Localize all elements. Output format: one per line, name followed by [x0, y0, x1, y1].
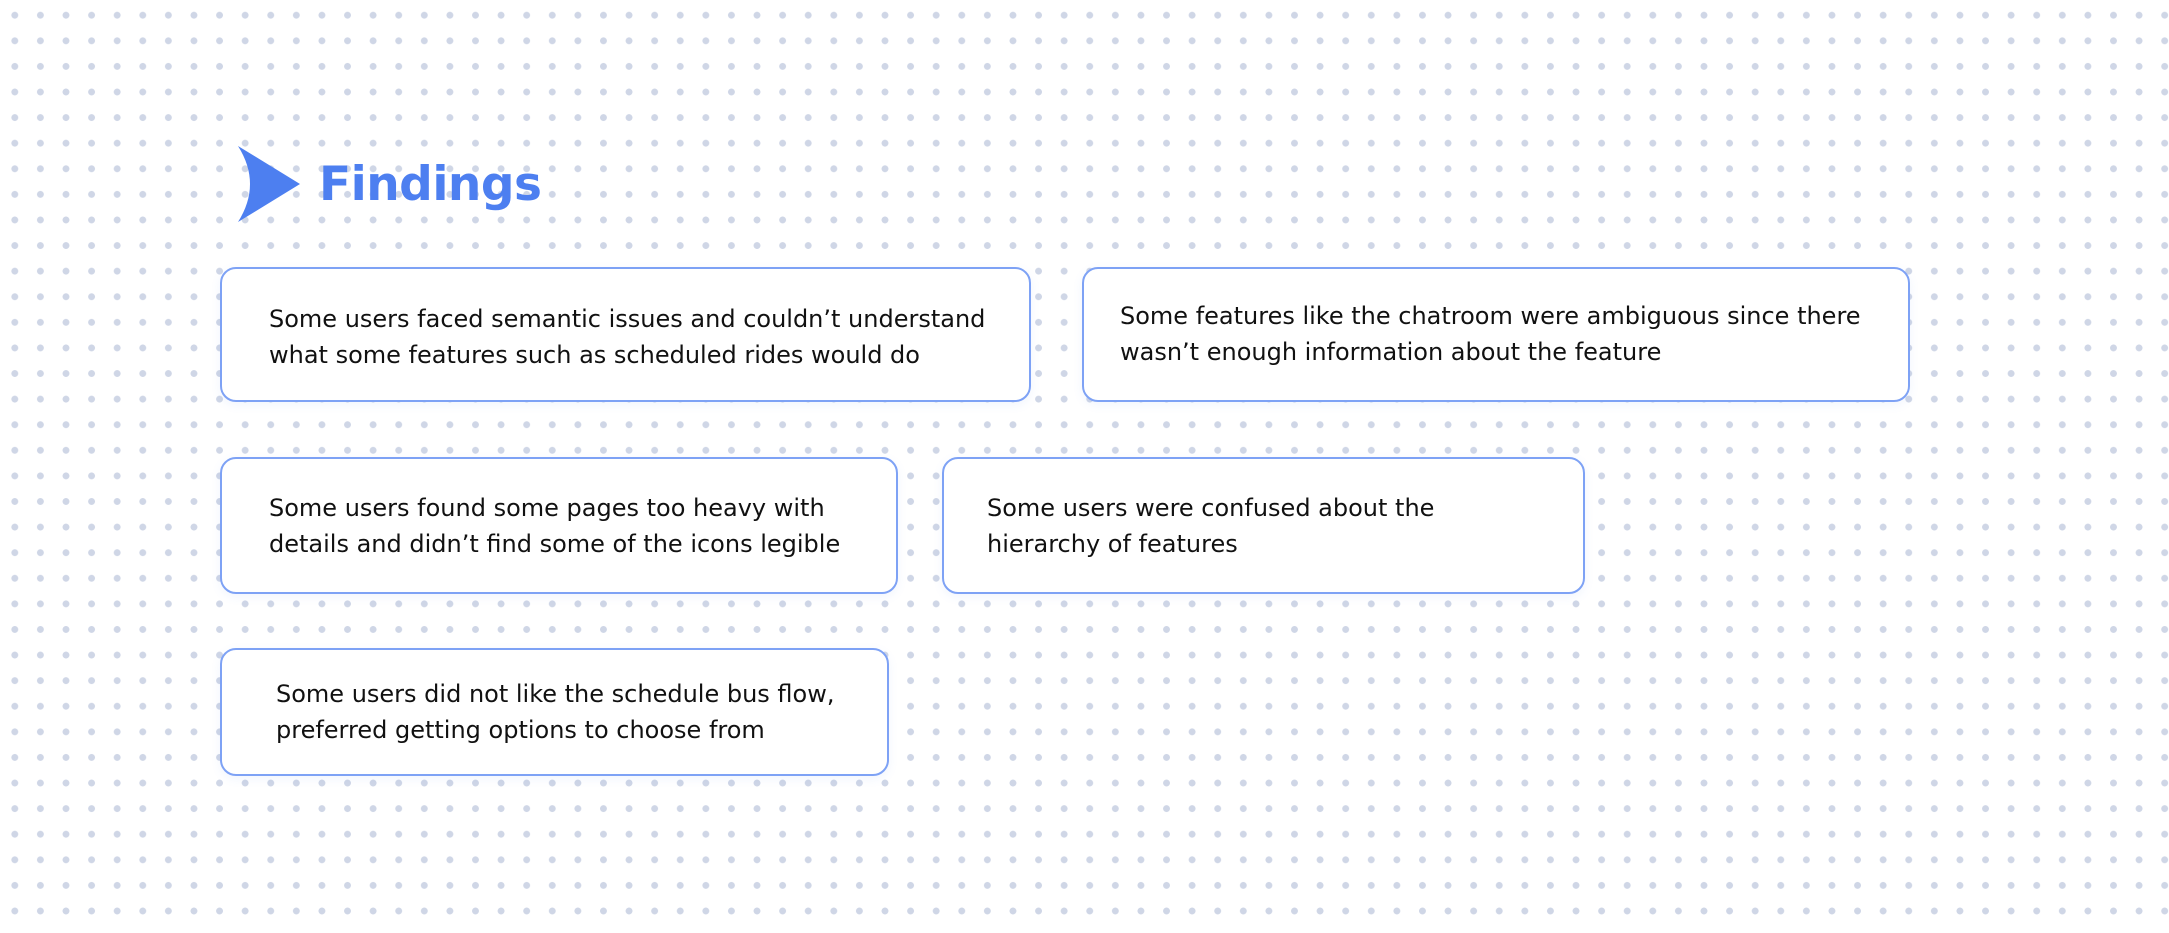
section-header — [238, 146, 542, 222]
finding-card — [220, 648, 889, 776]
finding-text: Some users did not like the schedule bus flow, preferred getting options to choose from — [276, 680, 835, 744]
chevron-arrow-icon — [238, 146, 300, 222]
finding-text: Some users faced semantic issues and couldn’t understand what some features such as scheduled rides would do — [269, 305, 986, 369]
finding-text: Some users were confused about the hierarchy of features — [987, 493, 1435, 558]
finding-card — [1082, 267, 1910, 402]
finding-text: Some users found some pages too heavy with details and didn’t find some of the icons legible — [269, 493, 841, 558]
finding-text: Some features like the chatroom were ambiguous since there wasn’t enough information about the feature — [1120, 301, 1861, 366]
page-title: Findings — [319, 156, 542, 212]
finding-card — [220, 457, 898, 594]
finding-card — [942, 457, 1585, 594]
finding-card — [220, 267, 1031, 402]
